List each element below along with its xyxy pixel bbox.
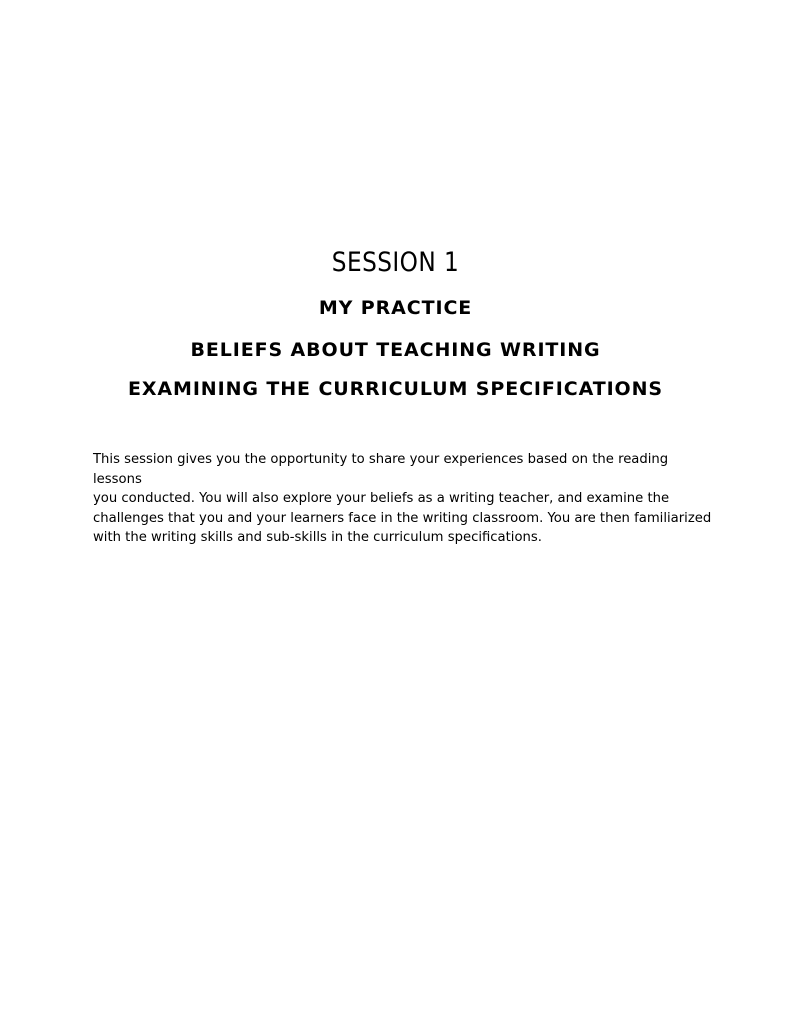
subtitle-curriculum: EXAMINING THE CURRICULUM SPECIFICATIONS xyxy=(128,378,663,400)
subtitle-my-practice: MY PRACTICE xyxy=(318,297,473,319)
intro-line: with the writing skills and sub-skills in the curriculum specifications. xyxy=(93,530,542,545)
intro-line: This session gives you the opportunity to share your experiences based on the reading lessons xyxy=(93,452,669,487)
intro-paragraph xyxy=(93,450,713,548)
intro-line: you conducted. You will also explore your beliefs as a writing teacher, and examine the xyxy=(93,491,670,506)
intro-line: challenges that you and your learners face in the writing classroom. You are then familiarized xyxy=(93,510,712,526)
session-title: SESSION 1 xyxy=(331,247,460,278)
subtitle-beliefs: BELIEFS ABOUT TEACHING WRITING xyxy=(190,339,601,361)
